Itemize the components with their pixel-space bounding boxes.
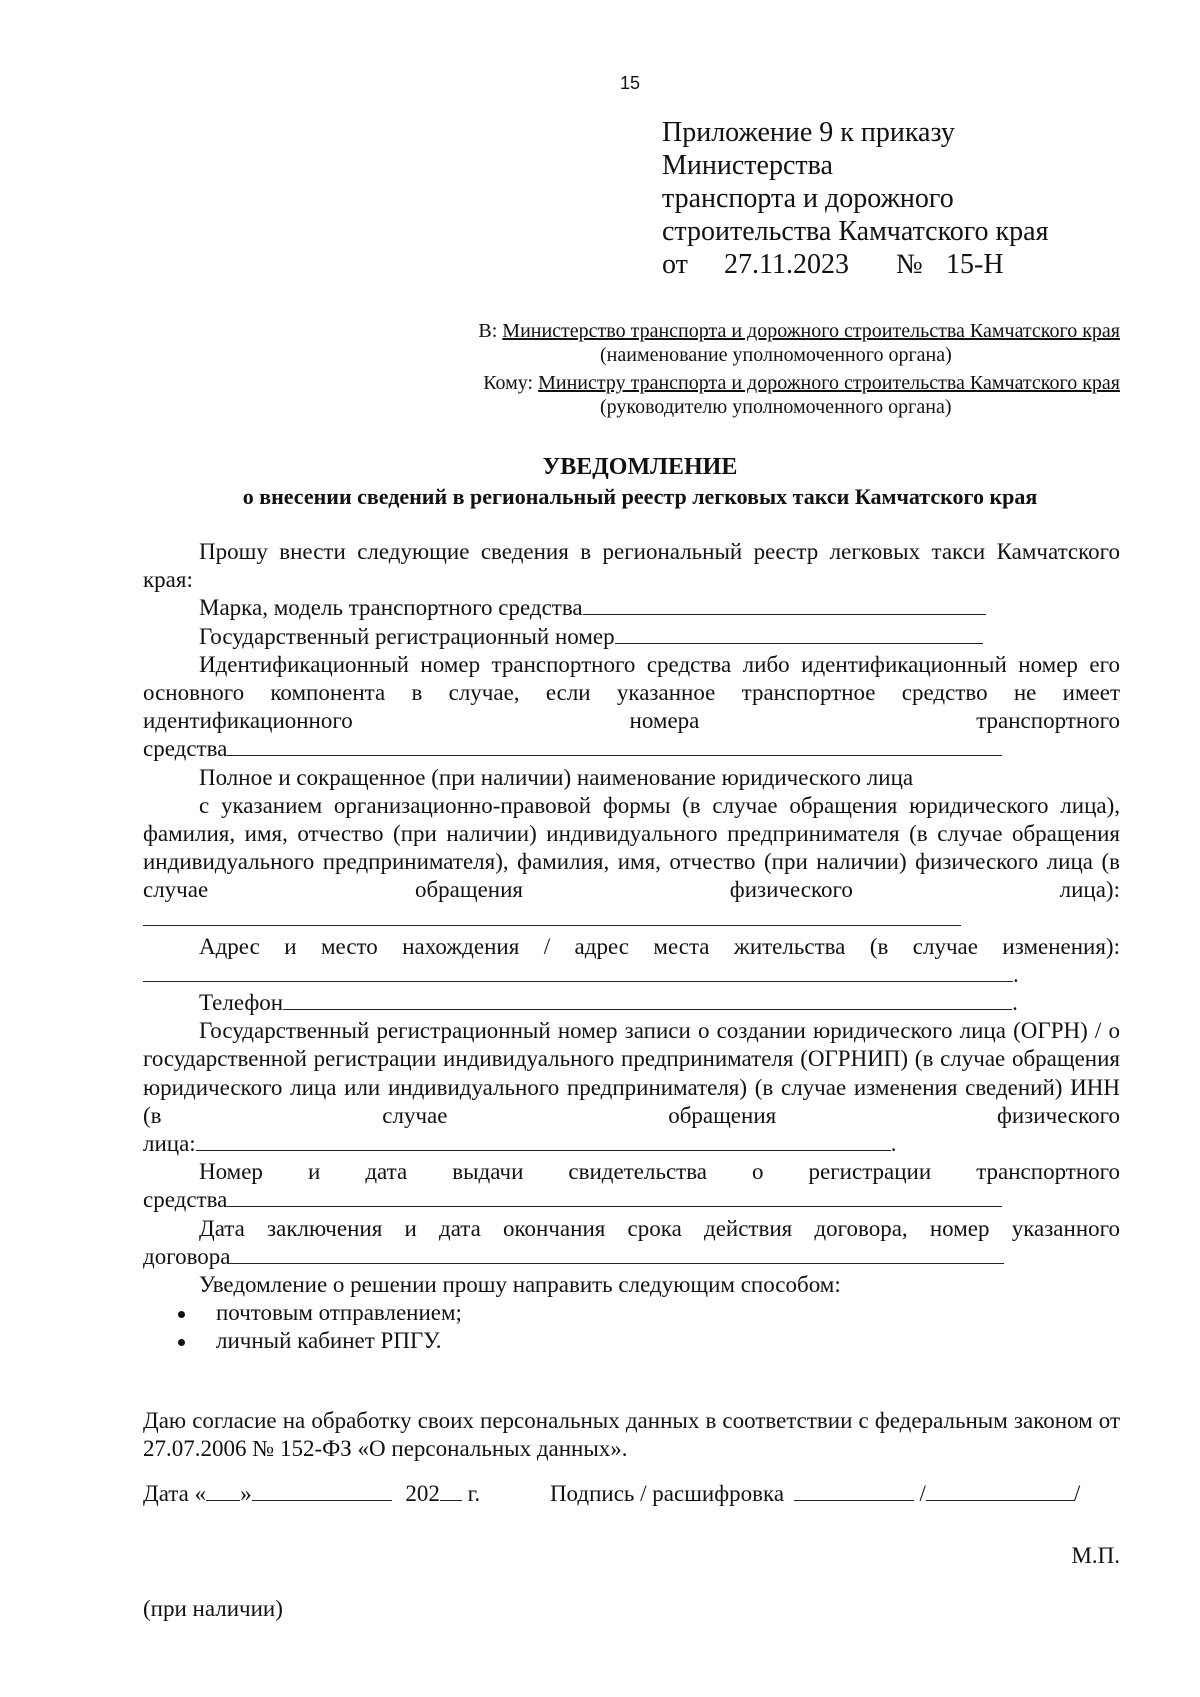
signature-input-line[interactable] xyxy=(794,1480,914,1501)
address-end: . xyxy=(1013,961,1019,987)
signature-slash: / xyxy=(919,1481,926,1506)
bullet-icon xyxy=(178,1311,185,1318)
phone-end: . xyxy=(1012,990,1018,1016)
notify-options xyxy=(143,1299,1120,1355)
address-label: Адрес и место нахождения / адрес места жительства (в случае изменения): xyxy=(199,933,1120,959)
addressee-to-label: В: xyxy=(478,320,498,342)
brand-label: Марка, модель транспортного средства xyxy=(199,595,583,621)
cert-paragraph: Номер и дата выдачи свидетельства о регистрации транспортного xyxy=(199,1159,1120,1185)
approval-block xyxy=(662,116,1048,281)
signature-slash: / xyxy=(1073,1481,1081,1506)
reg-number-input-line[interactable] xyxy=(615,623,983,644)
addressee-whom-hint: (руководителю уполномоченного органа) xyxy=(600,396,952,418)
day-input-line[interactable] xyxy=(206,1480,240,1501)
approval-line: Министерства xyxy=(662,150,833,181)
reg-number-field xyxy=(143,623,1120,651)
contract-paragraph: Дата заключения и дата окончания срока действия договора, номер указанного xyxy=(199,1215,1120,1241)
contract-label: договора xyxy=(143,1243,231,1269)
form-body xyxy=(143,538,1120,1356)
year-suffix: г. xyxy=(467,1481,481,1506)
phone-label: Телефон xyxy=(199,990,284,1016)
approval-order-line xyxy=(662,248,1048,281)
year-input-line[interactable] xyxy=(440,1480,462,1501)
address-input-line[interactable] xyxy=(143,961,1013,982)
date-label: Дата « xyxy=(143,1481,207,1506)
cert-label: средства xyxy=(143,1187,228,1213)
contract-field xyxy=(143,1243,1120,1271)
vin-label: средства xyxy=(143,736,228,762)
sign-label: Подпись / расшифровка xyxy=(549,1481,785,1506)
approval-number-label: № xyxy=(896,249,923,280)
notify-option-portal[interactable]: личный кабинет РПГУ. xyxy=(143,1327,1120,1355)
approval-line: транспорта и дорожного xyxy=(662,183,954,214)
cert-field xyxy=(143,1186,1120,1214)
notify-option-mail[interactable]: почтовым отправлением; xyxy=(143,1299,1120,1327)
stamp-label: М.П. xyxy=(1071,1543,1120,1568)
addressee-whom xyxy=(483,370,1120,396)
reg-number-label: Государственный регистрационный номер xyxy=(199,623,615,649)
approval-line: Приложение 9 к приказу xyxy=(662,117,955,148)
brand-input-line[interactable] xyxy=(583,594,986,615)
approval-date: 27.11.2023 xyxy=(724,249,849,280)
date-close: » xyxy=(240,1481,252,1506)
ogrn-input-line[interactable] xyxy=(196,1130,891,1151)
signature-row xyxy=(143,1480,1123,1507)
vin-field xyxy=(143,735,1120,763)
address-field xyxy=(143,961,1120,989)
ogrn-field xyxy=(143,1130,1120,1158)
consent-paragraph: Даю согласие на обработку своих персональных данных в соответствии с федеральным законом от 27.07.2006 № 152-ФЗ «О персональных данных». xyxy=(143,1408,1120,1461)
ogrn-label: лица: xyxy=(143,1131,196,1157)
month-input-line[interactable] xyxy=(252,1480,392,1501)
brand-field xyxy=(143,594,1120,622)
document-title: УВЕДОМЛЕНИЕ xyxy=(542,454,738,480)
addressee-whom-value: Министру транспорта и дорожного строительства Камчатского края xyxy=(538,372,1120,394)
notify-way: Уведомление о решении прошу направить следующим способом: xyxy=(199,1272,841,1298)
name-input-line[interactable] xyxy=(143,905,961,926)
vin-paragraph: Идентификационный номер транспортного средства либо идентификационный номер его основного компонента в случае, если указанное транспортное средство не имеет идентификационного номера транспортного xyxy=(143,651,1120,734)
addressee-to-hint: (наименование уполномоченного органа) xyxy=(600,344,952,366)
decryption-input-line[interactable] xyxy=(926,1480,1074,1501)
name-field xyxy=(143,905,1120,933)
approval-from-label: от xyxy=(662,249,688,280)
vin-input-line[interactable] xyxy=(227,735,1002,756)
year-prefix: 202 xyxy=(405,1481,440,1506)
addressee-to xyxy=(478,318,1120,344)
page-number: 15 xyxy=(619,73,641,93)
bullet-icon xyxy=(178,1339,185,1346)
addressee-to-value: Министерство транспорта и дорожного строительства Камчатского края xyxy=(502,320,1120,342)
contract-input-line[interactable] xyxy=(230,1243,1004,1264)
approval-line: строительства Камчатского края xyxy=(662,216,1049,247)
if-any-note: (при наличии) xyxy=(143,1596,283,1621)
ogrn-end: . xyxy=(890,1131,897,1157)
ogrn-paragraph: Государственный регистрационный номер записи о создании юридического лица (ОГРН) / о государственной регистрации индивидуального предпринимателя (ОГРНИП) (в случае обращения юридического лица или индивидуального предпринимателя) (в случае изменения сведений) ИНН (в случае обращения физического xyxy=(143,1018,1120,1128)
cert-input-line[interactable] xyxy=(227,1186,1002,1207)
name-heading: Полное и сокращенное (при наличии) наименование юридического лица xyxy=(199,764,914,790)
document-subtitle: о внесении сведений в региональный реестр легковых такси Камчатского края xyxy=(242,484,1038,509)
phone-field xyxy=(143,989,1120,1017)
name-paragraph: с указанием организационно-правовой формы (в случае обращения юридического лица), фамилия, имя, отчество (при наличии) индивидуального предпринимателя (в случае обращения индивидуального предпринимателя), фамилия, имя, отчество (при наличии) физического лица (в случае обращения физического лица): xyxy=(143,792,1120,903)
phone-input-line[interactable] xyxy=(283,989,1012,1010)
addressee-whom-label: Кому: xyxy=(483,372,534,394)
intro-paragraph: Прошу внести следующие сведения в региональный реестр легковых такси Камчатского края: xyxy=(143,539,1120,593)
approval-number: 15-Н xyxy=(946,249,1004,280)
